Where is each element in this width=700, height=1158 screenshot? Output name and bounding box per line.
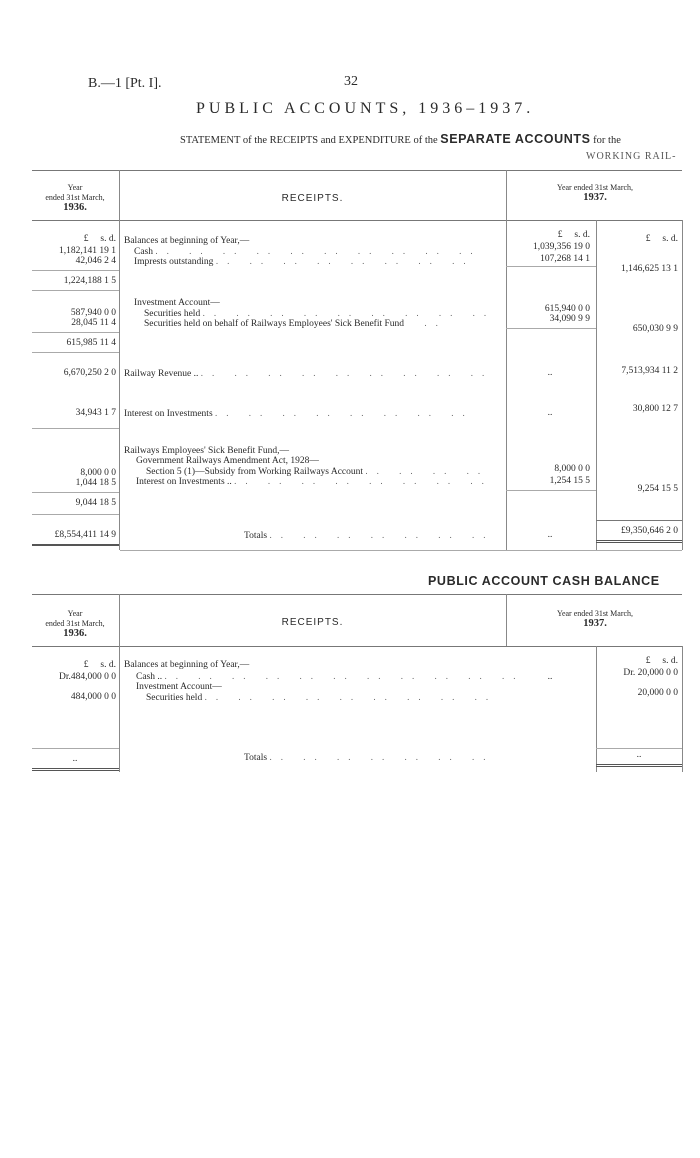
t2-cash-1936: Dr.484,000 0 0 <box>59 672 116 682</box>
t2-cash-1937: Dr. 20,000 0 0 <box>623 668 678 678</box>
securities-rly-1937: 34,090 9 9 <box>549 314 590 324</box>
page-title: PUBLIC ACCOUNTS, 1936–1937. <box>196 100 535 117</box>
statement-big: SEPARATE ACCOUNTS <box>440 132 591 146</box>
balances-total-1937: 1,146,625 13 1 <box>621 264 678 274</box>
sick-total-1937: 9,254 15 5 <box>637 484 678 494</box>
currency-head-1936: £ s. d. <box>83 234 116 244</box>
t2-totals-label: Totals .. .. .. .. .. .. .. <box>244 752 495 763</box>
railway-revenue-1937-blank: .. <box>547 368 553 378</box>
heading-continuation: WORKING RAIL- <box>586 151 677 162</box>
securities-rly-1936: 28,045 11 4 <box>71 318 116 328</box>
subtotal-investment-1936: 615,985 11 4 <box>66 338 116 348</box>
cash-balance-subtitle: PUBLIC ACCOUNT CASH BALANCE <box>428 574 660 588</box>
statement-heading <box>180 132 621 146</box>
investment-total-1937: 650,030 9 9 <box>632 324 678 334</box>
securities-1937: 615,940 0 0 <box>544 304 590 314</box>
cash-1936: 1,182,141 19 1 <box>59 246 116 256</box>
subsidy-label: Section 5 (1)—Subsidy from Working Railways Account .. .. .. .. <box>146 466 490 477</box>
sick-fund-label: Railways Employees' Sick Benefit Fund,— <box>124 446 290 456</box>
securities-rly-label: Securities held on behalf of Railways Employees' Sick Benefit Fund .. <box>144 318 447 329</box>
cash-label: Cash .. .. .. .. .. .. .. .. .. .. <box>134 246 482 257</box>
col-head-1936: Year ended 31st March, 1936. <box>45 183 105 213</box>
sick-interest-label: Interest on Investments .. .. .. .. .. .. .. .. .. <box>136 476 493 487</box>
statement-suffix: for the <box>593 135 621 146</box>
sick-interest-1937: 1,254 15 5 <box>549 476 590 486</box>
t2-totals-1937: .. <box>636 750 642 760</box>
totals-1936: £8,554,411 14 9 <box>54 530 116 540</box>
amendment-label: Government Railways Amendment Act, 1928— <box>136 456 319 466</box>
t2-balances-label: Balances at beginning of Year,— <box>124 660 250 670</box>
page-number: 32 <box>344 74 358 89</box>
t2-col-head-receipts: RECEIPTS. <box>281 617 344 628</box>
currency-head-1937a: £ s. d. <box>557 230 590 240</box>
investment-label: Investment Account— <box>134 298 220 308</box>
cash-1937: 1,039,356 19 0 <box>533 242 590 252</box>
interest-1937: 30,800 12 7 <box>632 404 678 414</box>
subtotal-balances-1936: 1,224,188 1 5 <box>63 276 116 286</box>
col-head-1937: Year ended 31st March, 1937. <box>556 183 634 203</box>
imprests-1937: 107,268 14 1 <box>540 254 590 264</box>
securities-1936: 587,940 0 0 <box>70 308 116 318</box>
balances-label: Balances at beginning of Year,— <box>124 236 250 246</box>
imprests-label: Imprests outstanding .. .. .. .. .. .. .. .. <box>134 256 475 267</box>
t2-securities-1937: 20,000 0 0 <box>637 688 678 698</box>
subsidy-1936: 8,000 0 0 <box>80 468 116 478</box>
t2-currency-head-1936: £ s. d. <box>83 660 116 670</box>
t2-investment-label: Investment Account— <box>136 682 222 692</box>
t2-securities-label: Securities held .. .. .. .. .. .. .. .. .. <box>146 692 498 703</box>
railway-revenue-label: Railway Revenue .. .. .. .. .. .. .. .. .. .. <box>124 368 494 379</box>
t2-col-head-1937: Year ended 31st March, 1937. <box>556 609 634 629</box>
t2-securities-1936: 484,000 0 0 <box>70 692 116 702</box>
t2-totals-1936: .. <box>72 754 78 764</box>
interest-label: Interest on Investments .. .. .. .. .. .. .. .. <box>124 408 474 419</box>
subtotal-sick-1936: 9,044 18 5 <box>75 498 116 508</box>
t2-cash-1937-blank: .. <box>547 672 553 682</box>
totals-label: Totals .. .. .. .. .. .. .. <box>244 530 495 541</box>
statement-prefix: STATEMENT of the RECEIPTS and EXPENDITURE of the <box>180 135 438 146</box>
imprests-1936: 42,046 2 4 <box>75 256 116 266</box>
interest-1937-blank: .. <box>547 408 553 418</box>
col-head-receipts: RECEIPTS. <box>281 193 344 204</box>
t2-col-head-1936: Year ended 31st March, 1936. <box>45 609 105 639</box>
railway-revenue-1937: 7,513,934 11 2 <box>621 366 678 376</box>
totals-1937-blank: .. <box>547 530 553 540</box>
t2-cash-label: Cash .. .. .. .. .. .. .. .. .. .. .. .. <box>136 671 525 682</box>
totals-1937: £9,350,646 2 0 <box>621 526 678 536</box>
subsidy-1937: 8,000 0 0 <box>554 464 590 474</box>
t2-currency-head-1937: £ s. d. <box>645 656 678 666</box>
securities-label: Securities held .. .. .. .. .. .. .. .. .. <box>144 308 496 319</box>
interest-1936: 34,943 1 7 <box>75 408 116 418</box>
sick-interest-1936: 1,044 18 5 <box>75 478 116 488</box>
currency-head-1937b: £ s. d. <box>645 234 678 244</box>
page-reference: B.—1 [Pt. I]. <box>88 76 162 91</box>
railway-revenue-1936: 6,670,250 2 0 <box>63 368 116 378</box>
